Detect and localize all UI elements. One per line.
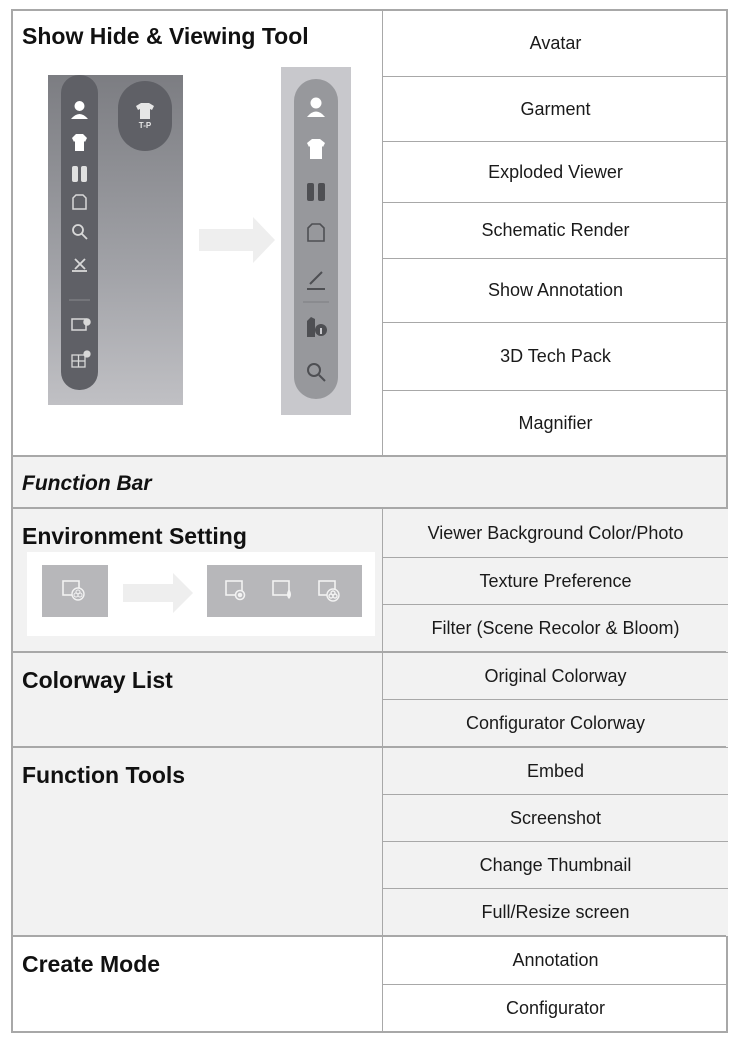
grid-settings-icon[interactable] (72, 351, 90, 367)
function-bar-title: Function Bar (22, 472, 152, 495)
row-avatar: Avatar (383, 11, 728, 77)
tech-pack-icon[interactable] (307, 317, 327, 337)
row-configurator: Configurator (505, 997, 606, 1018)
row-full-resize: Full/Resize screen (383, 889, 728, 936)
row-schematic-render: Schematic Render (383, 203, 728, 259)
garment-thumbnail-button[interactable] (118, 81, 172, 151)
viewer-panel-after (281, 67, 351, 415)
environment-section (13, 509, 383, 652)
exploded-viewer-icon[interactable] (307, 183, 325, 201)
avatar-icon[interactable] (71, 101, 88, 119)
environment-setting-button[interactable] (42, 565, 108, 617)
garment-icon[interactable] (307, 139, 325, 159)
annotation-pen-icon[interactable] (307, 272, 325, 289)
garment-icon[interactable] (72, 134, 87, 151)
row-viewer-background: Viewer Background Color/Photo (383, 509, 728, 558)
background-settings-icon[interactable] (226, 581, 245, 600)
magnifier-icon[interactable] (73, 225, 87, 239)
create-mode-title: Create Mode (22, 951, 161, 977)
toolbar-icons-svg (61, 75, 98, 390)
schematic-render-icon[interactable] (73, 195, 86, 209)
row-screenshot: Screenshot (383, 795, 728, 842)
viewer-panel-before (48, 75, 183, 405)
environment-icon[interactable] (72, 319, 90, 330)
row-3d-tech-pack: 3D Tech Pack (383, 323, 728, 391)
magnifier-icon[interactable] (308, 364, 325, 381)
show-hide-section (13, 11, 383, 456)
show-hide-title: Show Hide & Viewing Tool (22, 23, 309, 49)
feature-table (11, 9, 728, 1033)
environment-title: Environment Setting (22, 523, 247, 549)
exploded-viewer-icon[interactable] (72, 166, 87, 182)
toolbar-after-icons-svg (294, 79, 338, 399)
row-annotation: Annotation (383, 937, 728, 985)
row-magnifier: Magnifier (518, 413, 593, 433)
transition-arrow-icon (123, 573, 193, 613)
texture-drop-icon[interactable] (273, 581, 291, 599)
row-change-thumbnail: Change Thumbnail (383, 842, 728, 889)
colorway-section (13, 653, 383, 747)
viewing-toolbar-before (61, 75, 98, 390)
thumbnail-label: T-P (138, 121, 152, 130)
function-tools-section (13, 748, 383, 936)
function-bar-row (13, 457, 726, 509)
row-texture-preference: Texture Preference (383, 558, 728, 605)
tp-garment-icon (134, 102, 156, 120)
viewing-toolbar-after (294, 79, 338, 399)
transition-arrow-icon (199, 217, 275, 263)
row-exploded-viewer: Exploded Viewer (383, 142, 728, 203)
avatar-icon[interactable] (307, 98, 325, 118)
row-embed: Embed (383, 748, 728, 795)
function-tools-title: Function Tools (22, 762, 186, 788)
environment-illustration (27, 552, 375, 636)
environment-options-svg (207, 565, 362, 617)
row-original-colorway: Original Colorway (383, 653, 728, 700)
row-configurator-colorway: Configurator Colorway (383, 700, 728, 747)
hide-annotation-icon[interactable] (72, 259, 87, 271)
schematic-render-icon[interactable] (308, 224, 324, 241)
row-garment: Garment (383, 77, 728, 142)
colorway-title: Colorway List (22, 667, 173, 693)
row-filter: Filter (Scene Recolor & Bloom) (383, 605, 728, 652)
environment-setting-icon (62, 580, 88, 602)
row-show-annotation: Show Annotation (383, 259, 728, 323)
create-mode-section (13, 937, 383, 1031)
environment-options-bar (207, 565, 362, 617)
filter-icon[interactable] (319, 581, 339, 601)
